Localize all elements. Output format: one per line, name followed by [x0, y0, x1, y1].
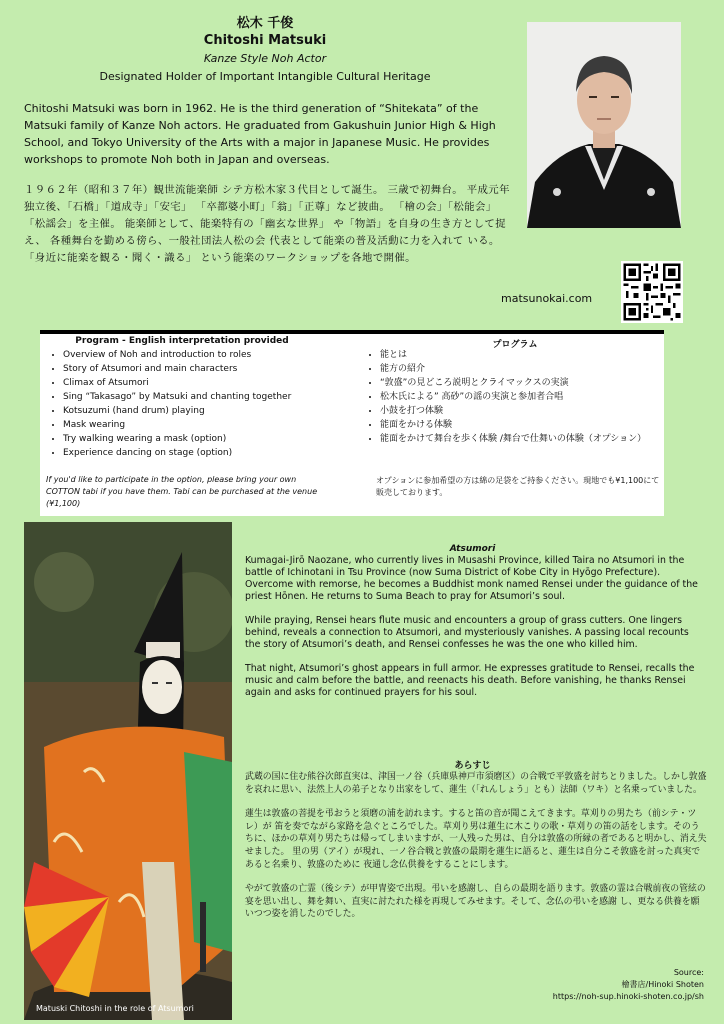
list-item: • Climax of Atsumori [63, 376, 353, 390]
list-item: • Experience dancing on stage (option) [63, 446, 353, 460]
program-title-japanese: プログラム [492, 340, 538, 350]
name-english: Chitoshi Matsuki [203, 33, 327, 48]
story-paragraph: Kumagai-Jirō Naozane, who currently lives in Musashi Province, killed Taira no Atsumori in the battle of Ichinotani in Tsu Province (now Suma District of Kobe City in Hyōgo Prefecture). Overcome with remorse, he becomes a Buddhist monk named Rensei under the guidance of the priest Hōnen. He returns to Suma Beach to pray for Atsumori’s soul. [245, 555, 698, 602]
source-credit [440, 967, 704, 1003]
source-label: Source: [673, 968, 704, 977]
program-list-japanese [363, 348, 680, 446]
bio-japanese: １９６２年（昭和３７年）観世流能楽師 シテ方松木家３代目として誕生。 三歳で初舞台。 平成元年独立後、「石橋」「道成寺」「安宅」 「卒都婆小町」「翁」「正尊」など披曲。 「檜の会」「松能会」「松謡会」を主催。 能楽師として、能楽特有の「幽玄な世界」 や「物語」を自身の生き方として捉え、 各種舞台を勤める傍ら、一般社団法人松の会 代表として能楽の普及活動に力を入れて いる。「身近に能楽を観る・聞く・識る」 という能楽のワークショップを各地で開催。 [24, 184, 510, 264]
list-item: • 松木氏による” 高砂”の謡の実演と参加者合唱 [380, 390, 680, 404]
list-item: • 小鼓を打つ体験 [380, 404, 680, 418]
story-english [245, 555, 705, 711]
source-name: 檜書店/Hinoki Shoten [621, 980, 704, 989]
story-japanese [245, 771, 707, 933]
option-note-english: If you'd like to participate in the option, please bring your own COTTON tabi if you have them. Tabi can be purchased at the venue (¥1,100) [46, 475, 318, 508]
portrait-photo [527, 22, 681, 228]
program-title-english: Program - English interpretation provided [75, 336, 289, 346]
qr-code-icon[interactable] [621, 261, 683, 323]
performance-photo [24, 522, 232, 1020]
story-title-english: Atsumori [449, 544, 496, 554]
list-item: • Mask wearing [63, 418, 353, 432]
list-item: • 能面をかけて舞台を歩く体験 /舞台で仕舞いの体験（オプション） [380, 432, 680, 446]
name-japanese: 松木 千俊 [236, 16, 294, 31]
program-list-english [46, 348, 353, 460]
option-note-japanese: オプションに参加希望の方は綿の足袋をご持参ください。現地でも¥1,100にて販売しております。 [376, 476, 660, 497]
role-subtitle: Kanze Style Noh Actor [203, 52, 327, 65]
bio-english: Chitoshi Matsuki was born in 1962. He is the third generation of “Shitekata” of the Matsuki family of Kanze Noh actors. He graduated from Gakushuin Junior High & High School, and Tokyo University of the Arts with a major in Japanese Music. He provides workshops to promote Noh both in Japan and overseas. [24, 102, 496, 166]
list-item: • Kotsuzumi (hand drum) playing [63, 404, 353, 418]
story-paragraph: 武蔵の国に住む熊谷次郎直実は、津国一ノ谷（兵庫県神戸市須磨区）の合戦で平敦盛を討ちとりました。しかし敦盛を哀れに思い、法然上人の弟子となり出家をして、蓮生（「れんしょう」とも）法師（ワキ）と名乗っていました。 [245, 772, 707, 795]
list-item: • “敦盛”の見どころ説明とクライマックスの実演 [380, 376, 680, 390]
photo-caption: Matuski Chitoshi in the role of Atsumori [36, 1004, 194, 1013]
list-item: • 能とは [380, 348, 680, 362]
website-url[interactable]: matsunokai.com [501, 292, 593, 305]
section-divider [40, 330, 664, 334]
story-paragraph: 蓮生は敦盛の菩提を弔おうと須磨の浦を訪れます。すると笛の音が聞こえてきます。草刈りの男たち（前シテ・ツレ）が 笛を奏でながら家路を急ぐところでした。草刈り男は蓮生に木こりの歌・草刈りの笛の話をします。そのうちに、ほかの草刈り男たちは帰ってしまいますが、一人残った男は、自分は敦盛の所縁の者であると明かし、消え失せました。 里の男（アイ）が現れ、一ノ谷合戦と敦盛の最期を蓮生に語ると、蓮生は自分こそ敦盛を討った真実であると名乗り、敦盛のために 夜通し念仏供養をすることにします。 [245, 809, 707, 870]
list-item: • Sing “Takasago” by Matsuki and chanting together [63, 390, 353, 404]
source-url[interactable]: https://noh-sup.hinoki-shoten.co.jp/sh [552, 992, 704, 1001]
designation-line: Designated Holder of Important Intangible Cultural Heritage [99, 70, 431, 83]
story-paragraph: やがて敦盛の亡霊（後シテ）が甲冑姿で出現。弔いを感謝し、自らの最期を語ります。敦盛の霊は合戦前夜の管絃の宴を思い出し、舞を舞い、直実に討たれた様を再現してみせます。そして、念仏の弔いを感謝 し、更なる供養を願いつつ姿を消したのでした。 [245, 884, 706, 920]
story-paragraph: While praying, Rensei hears flute music and encounters a group of grass cutters. One lingers behind, reveals a connection to Atsumori, and mysteriously vanishes. A passing local recounts the story of Atsumori’s death, and Rensei confesses he was the one who killed him. [245, 615, 689, 650]
list-item: • 能面をかける体験 [380, 418, 680, 432]
list-item: • Story of Atsumori and main characters [63, 362, 353, 376]
story-paragraph: That night, Atsumori’s ghost appears in full armor. He expresses gratitude to Rensei, recalls the music and calm before the battle, and reenacts his death. Before vanishing, he thanks Rensei again and asks for continued prayers for his soul. [245, 663, 695, 698]
list-item: • 能方の紹介 [380, 362, 680, 376]
list-item: • Overview of Noh and introduction to roles [63, 348, 353, 362]
list-item: • Try walking wearing a mask (option) [63, 432, 353, 446]
story-title-japanese: あらすじ [454, 761, 491, 771]
